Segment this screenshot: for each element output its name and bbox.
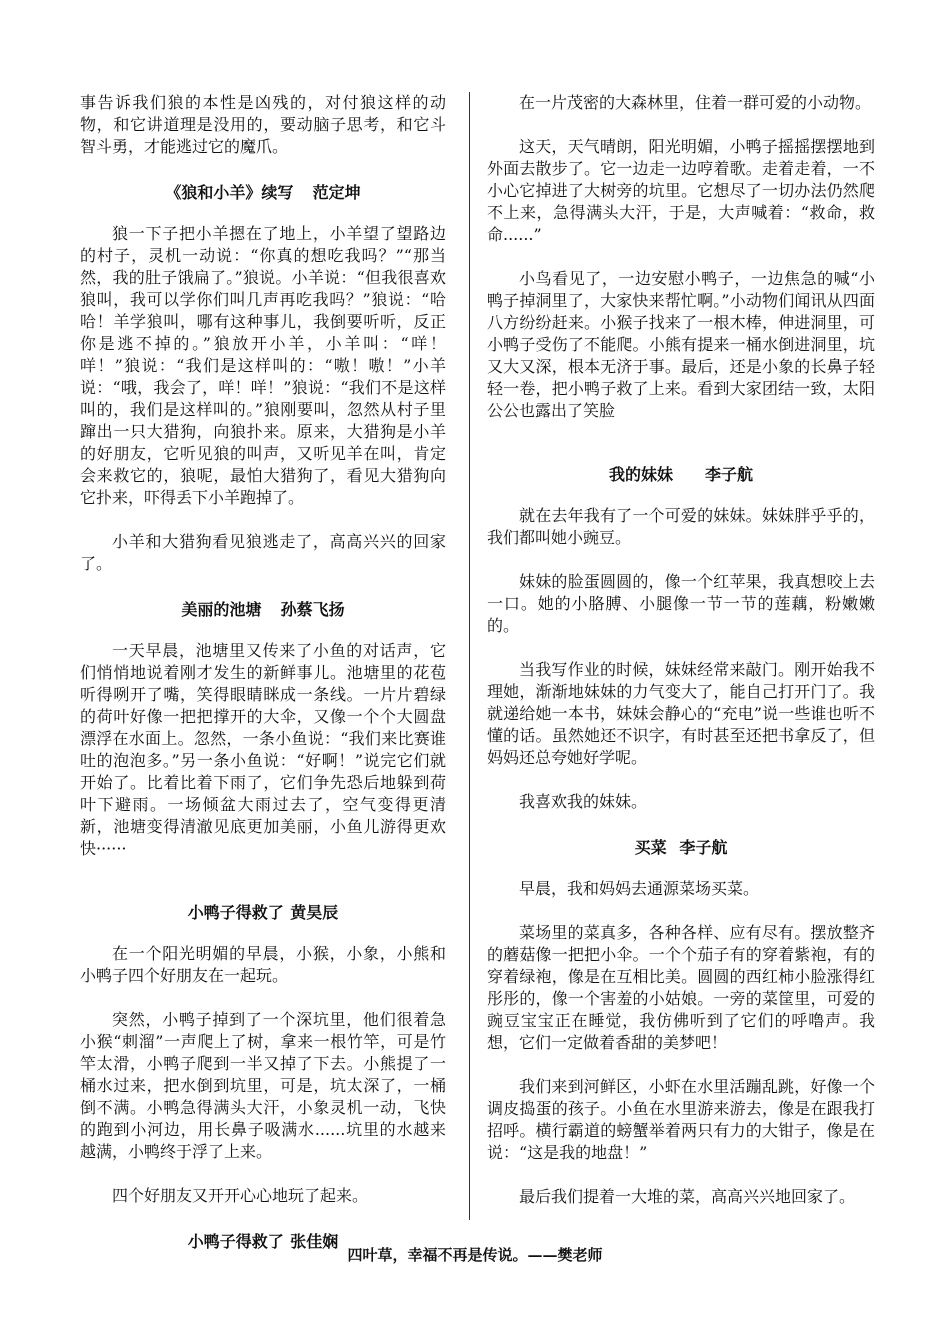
title-text: 《狼和小羊》续写 [165,183,294,202]
paragraph: 当我写作业的时候，妹妹经常来敲门。刚开始我不理她，渐渐地妹妹的力气变大了，能自己打开门了。我就递给她一本书，妹妹会静心的“充电”说一些谁也听不懂的话。虽然她还不识字，有时甚至还把书拿反了，但妈妈还总夸她好学呢。 [487,660,875,767]
title-text: 我的妹妹 [608,465,673,484]
article-title-duckling-saved [80,900,446,923]
paragraph: 妹妹的脸蛋圆圆的，像一个红苹果，我真想咬上去一口。她的小胳膊、小腿像一节一节的莲藕，粉嫩嫩的。 [487,572,875,635]
intro-paragraph: 事告诉我们狼的本性是凶残的，对付狼这样的动物，和它讲道理是没用的，要动脑子思考，和它斗智斗勇，才能逃过它的魔爪。 [80,93,446,156]
paragraph: 一天早晨，池塘里又传来了小鱼的对话声，它们悄悄地说着刚才发生的新鲜事儿。池塘里的花苞听得咧开了嘴，笑得眼睛眯成一条线。一片片碧绿的荷叶好像一把把撑开的大伞，又像一个个大圆盘漂浮在水面上。忽然，一条小鱼说：“我们来比赛谁吐的泡泡多。”另一条小鱼说：“好啊！”说完它们就开始了。比着比着下雨了，它们争先恐后地躲到荷叶下避雨。一场倾盆大雨过去了，空气变得更清新，池塘变得清澈见底更加美丽，小鱼儿游得更欢快······ [80,641,446,858]
paragraph: 这天，天气晴朗，阳光明媚，小鸭子摇摇摆摆地到外面去散步了。它一边走一边哼着歌。走着走着，一不小心它掉进了大树旁的坑里。它想尽了一切办法仍然爬不上来，急得满头大汗，于是，大声喊着：“救命，救命......” [487,137,875,244]
paragraph: 在一片茂密的大森林里，住着一群可爱的小动物。 [519,93,872,112]
paragraph: 我喜欢我的妹妹。 [519,792,648,811]
article-title-beautiful-pond [80,597,446,620]
paragraph: 最后我们提着一大堆的菜，高高兴兴地回家了。 [519,1187,856,1206]
author-name: 李子航 [679,838,728,857]
paragraph: 早晨，我和妈妈去通源菜场买菜。 [519,879,760,898]
author-name: 范定坤 [312,183,361,202]
article-title-wolf-and-lamb [80,180,446,203]
title-text: 小鸭子得救了 [187,903,284,922]
article-title-my-sister [487,462,875,485]
author-name: 孙蔡飞扬 [280,600,345,619]
title-text: 美丽的池塘 [181,600,262,619]
paragraph: 狼一下子把小羊摁在了地上，小羊望了望路边的村子，灵机一动说：“你真的想吃我吗？”“那当然，我的肚子饿扁了。”狼说。小羊说：“但我很喜欢狼叫，我可以学你们叫几声再吃我吗？”狼说：“哈哈！羊学狼叫，哪有这种事儿，我倒要听听，反正你是逃不掉的。”狼放开小羊，小羊叫：“咩！咩！”狼说：“我们是这样叫的：“嗷！嗷！”小羊说：“哦，我会了，咩！咩！”狼说：“我们不是这样叫的，我们是这样叫的。”狼刚要叫，忽然从村子里蹿出一只大猎狗，向狼扑来。原来，大猎狗是小羊的好朋友，它听见狼的叫声，又听见羊在叫，肯定会来救它的，狼呢，最怕大猎狗了，看见大猎狗向它扑来，吓得丢下小羊跑掉了。 [80,224,446,507]
paragraph: 我们来到河鲜区，小虾在水里活蹦乱跳，好像一个调皮捣蛋的孩子。小鱼在水里游来游去，像是在跟我打招呼。横行霸道的螃蟹举着两只有力的大钳子，像是在说：“这是我的地盘！” [487,1077,875,1162]
author-name: 张佳娴 [290,1232,339,1251]
paragraph: 小鸟看见了，一边安慰小鸭子，一边焦急的喊“小鸭子掉洞里了，大家快来帮忙啊。”小动物们闻讯从四面八方纷纷赶来。小猴子找来了一根木棒，伸进洞里，可小鸭子受伤了不能爬。小熊有提来一桶水倒进洞里，坑又大又深，根本无济于事。最后，还是小象的长鼻子轻轻一卷，把小鸭子救了上来。看到大家团结一致，太阳公公也露出了笑脸 [487,269,875,420]
left-column [80,92,446,1272]
column-divider [469,92,470,1220]
title-text: 买菜 [634,838,667,857]
title-text: 小鸭子得救了 [187,1232,284,1251]
paragraph: 菜场里的菜真多，各种各样、应有尽有。摆放整齐的蘑菇像一把把小伞。一个个茄子有的穿着紫袍，有的穿着绿袍，像是在互相比美。圆圆的西红柿小脸涨得红彤彤的，像一个害羞的小姑娘。一旁的菜筐里，可爱的豌豆宝宝正在睡觉，我仿佛听到了它们的呼噜声。我想，它们一定做着香甜的美梦吧！ [487,923,875,1052]
paragraph: 小羊和大猎狗看见狼逃走了，高高兴兴的回家了。 [80,532,446,573]
article-title-buying-vegetables [487,835,875,858]
page-footer: 四叶草，幸福不再是传说。——樊老师 [347,1246,603,1264]
paragraph: 四个好朋友又开开心心地玩了起来。 [112,1186,369,1205]
author-name: 黄昊辰 [290,903,339,922]
right-column [487,92,875,1230]
author-name: 李子航 [705,465,754,484]
paragraph: 在一个阳光明媚的早晨，小猴，小象，小熊和小鸭子四个好朋友在一起玩。 [80,944,446,985]
paragraph: 就在去年我有了一个可爱的妹妹。妹妹胖乎乎的，我们都叫她小豌豆。 [487,506,875,547]
paragraph: 突然，小鸭子掉到了一个深坑里，他们很着急小猴“刺溜”一声爬上了树，拿来一根竹竿，可是竹竿太滑，小鸭子爬到一半又掉了下去。小熊提了一桶水过来，把水倒到坑里，可是，坑太深了，一桶倒不满。小鸭急得满头大汗，小象灵机一动，飞快的跑到小河边，用长鼻子吸满水......坑里的水越来越满，小鸭终于浮了上来。 [80,1010,446,1161]
